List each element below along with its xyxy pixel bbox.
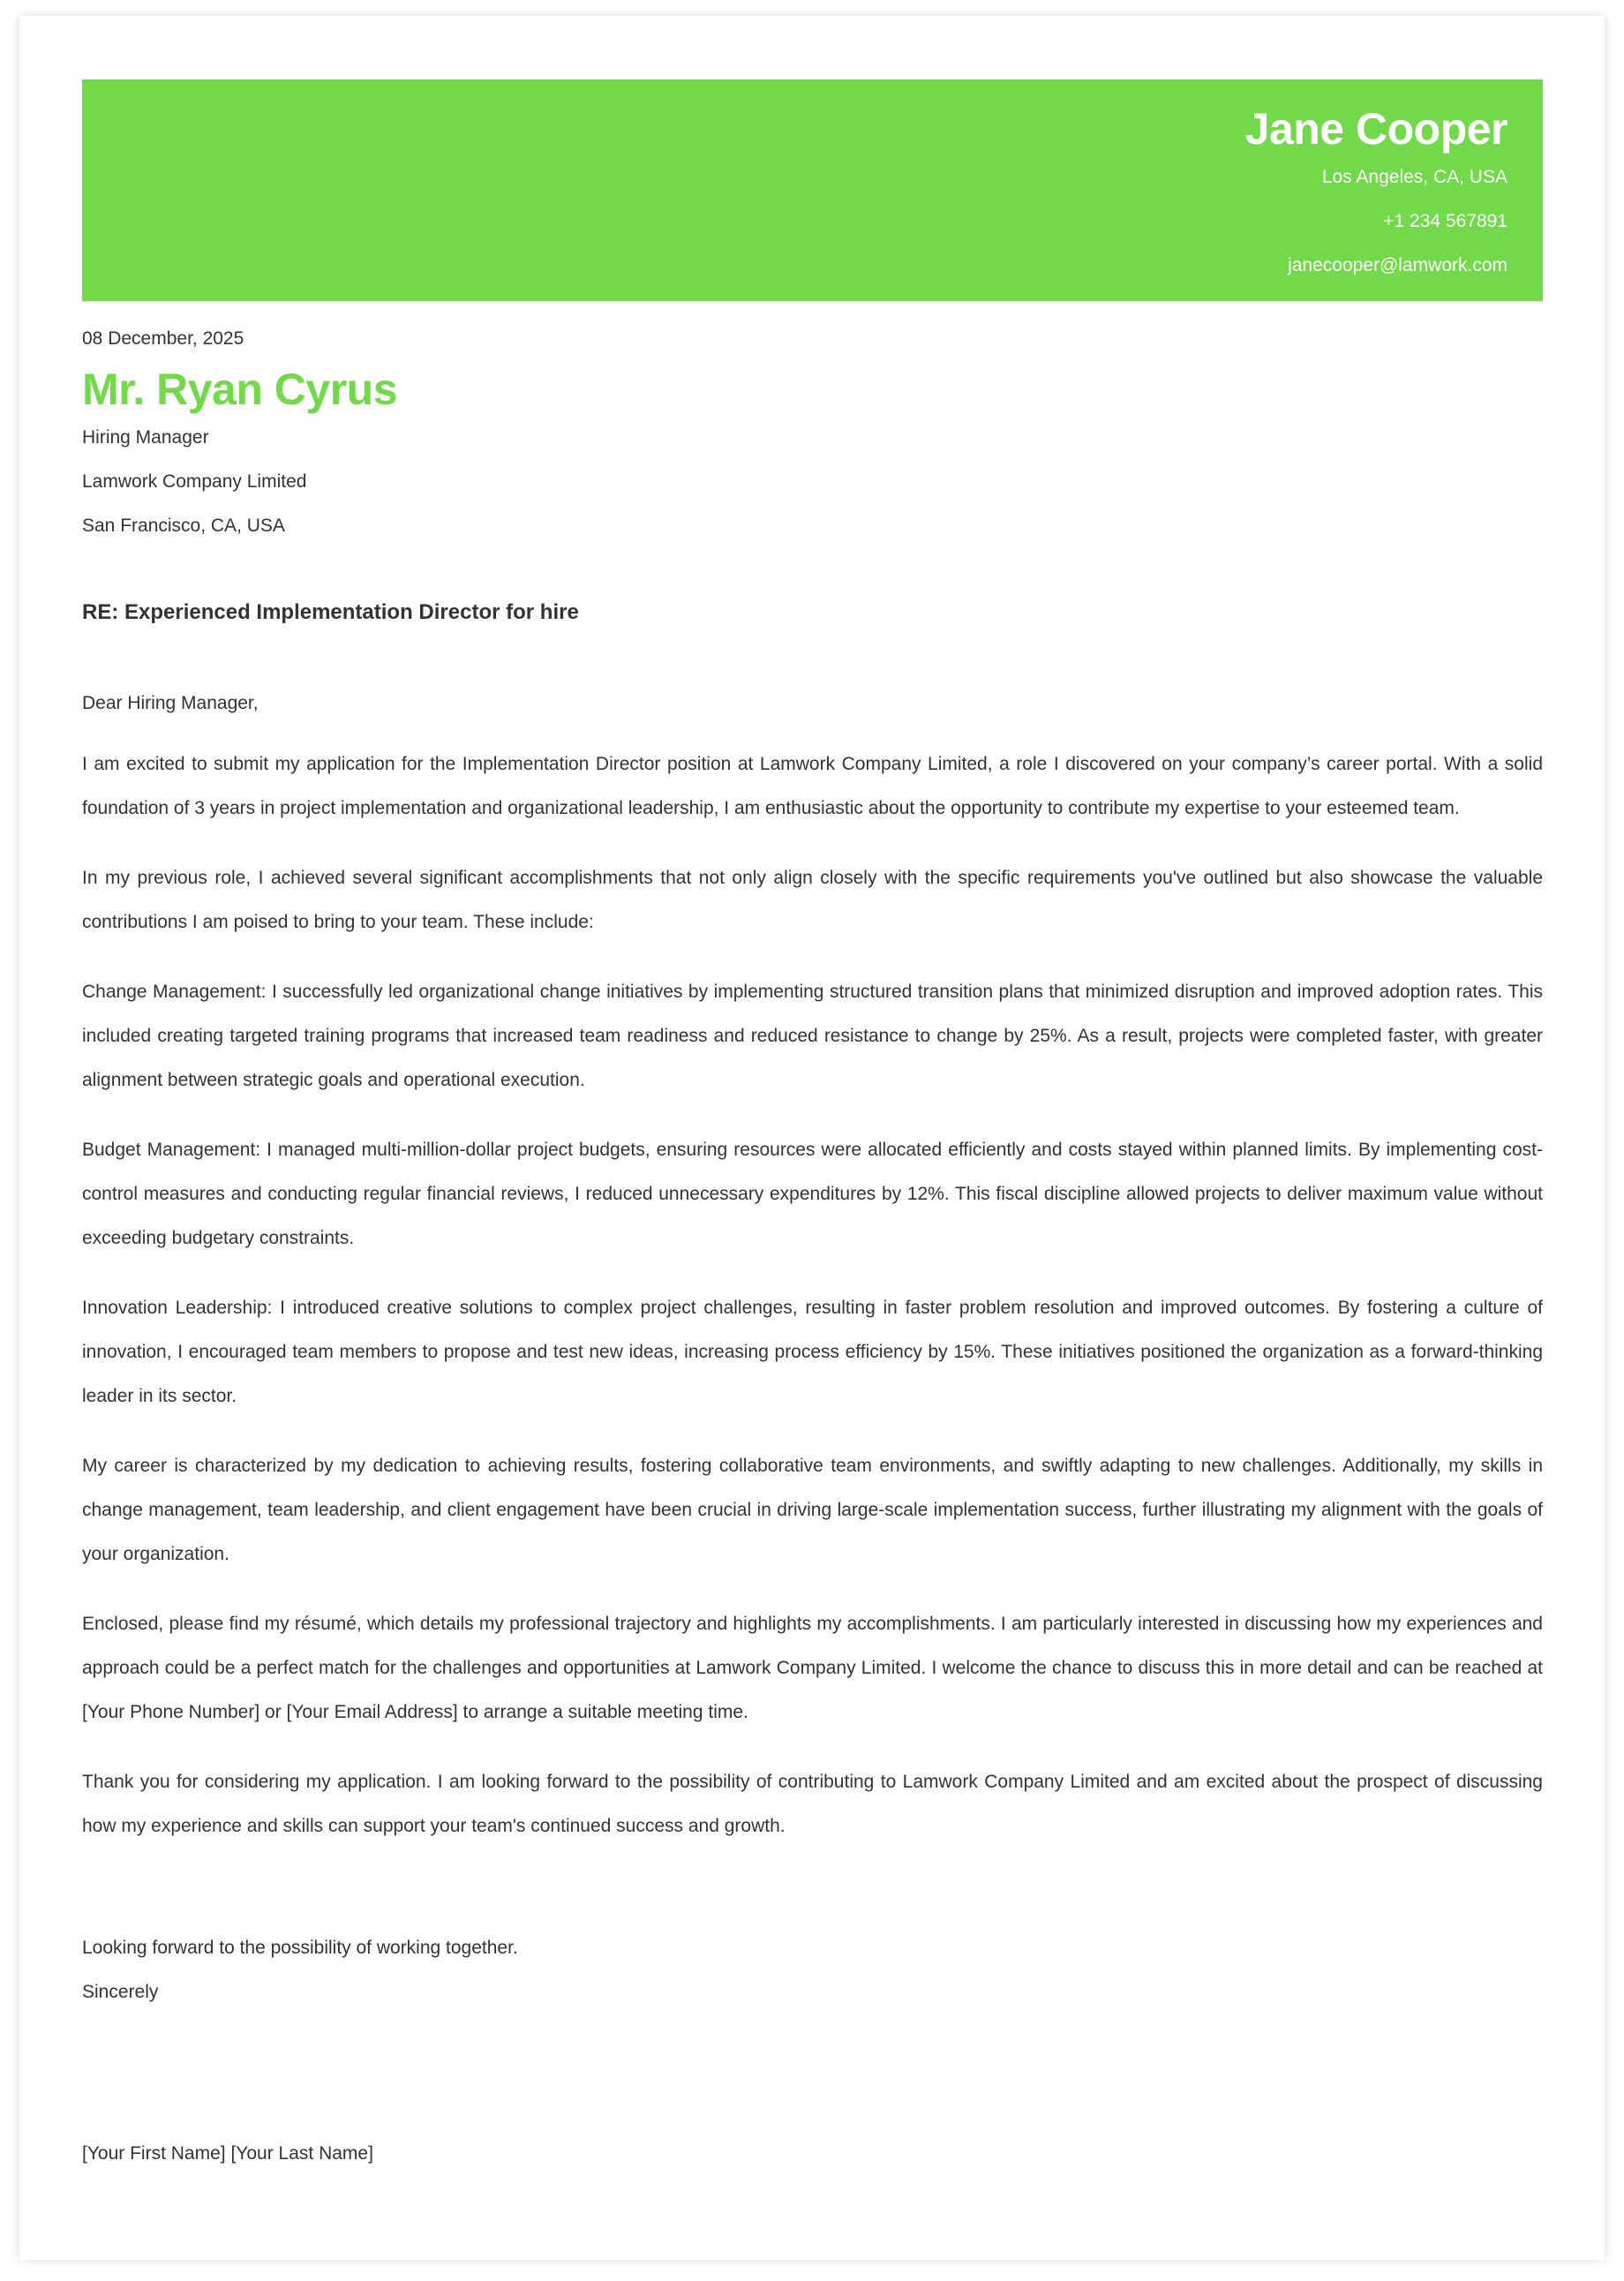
body-paragraph: Thank you for considering my application. I am looking forward to the possibility of contributing to Lamwork Company Limited and am excited about the prospect of discussing how my experience and skills can support your team's continued success and growth.: [82, 1772, 1543, 1836]
sender-phone: +1 234 567891: [1383, 211, 1507, 231]
letter-page: [19, 16, 1605, 2260]
sender-location: Los Angeles, CA, USA: [1321, 167, 1507, 187]
body-paragraph: Budget Management: I managed multi-million-dollar project budgets, ensuring resources were allocated efficiently and costs stayed within planned limits. By implementing cost-control measures and conducting regular financial reviews, I reduced unnecessary expenditures by 12%. This fiscal discipline allowed projects to deliver maximum value without exceeding budgetary constraints.: [82, 1140, 1543, 1248]
body-paragraph: Innovation Leadership: I introduced creative solutions to complex project challenges, resulting in faster problem resolution and improved outcomes. By fostering a culture of innovation, I encouraged team members to propose and test new ideas, increasing process efficiency by 15%. These initiatives positioned the organization as a forward-thinking leader in its sector.: [82, 1298, 1543, 1406]
body-paragraph: My career is characterized by my dedication to achieving results, fostering collaborative team environments, and swiftly adapting to new challenges. Additionally, my skills in change management, team leadership, and client engagement have been crucial in driving large-scale implementation success, further illustrating my alignment with the goals of your organization.: [82, 1456, 1543, 1564]
body-paragraph: I am excited to submit my application for the Implementation Director position at Lamwork Company Limited, a role I discovered on your company’s career portal. With a solid foundation of 3 years in project implementation and organizational leadership, I am enthusiastic about the opportunity to contribute my expertise to your esteemed team.: [82, 754, 1543, 818]
recipient-location: San Francisco, CA, USA: [82, 516, 285, 536]
salutation: Dear Hiring Manager,: [82, 693, 259, 713]
recipient-company: Lamwork Company Limited: [82, 471, 307, 492]
body-paragraph: In my previous role, I achieved several significant accomplishments that not only align closely with the specific requirements you've outlined but also showcase the valuable contributions I am poised to bring to your team. These include:: [82, 868, 1543, 932]
recipient-name: Mr. Ryan Cyrus: [82, 365, 398, 414]
letter-content: [82, 79, 1543, 2167]
closing-block: [82, 1926, 1543, 2014]
closing-line: Looking forward to the possibility of working together.: [82, 1938, 518, 1958]
body-paragraph: Enclosed, please find my résumé, which details my professional trajectory and highlights my accomplishments. I am particularly interested in discussing how my experiences and approach could be a perfect match for the challenges and opportunities at Lamwork Company Limited. I welcome the chance to discuss this in more detail and can be reached at [Your Phone Number] or [Your Email Address] to arrange a suitable meeting time.: [82, 1614, 1543, 1722]
letter-date: 08 December, 2025: [82, 328, 244, 349]
sender-email: janecooper@lamwork.com: [1288, 255, 1507, 275]
letter-header: [82, 79, 1543, 301]
closing-signoff: Sincerely: [82, 1982, 159, 2002]
body-paragraph: Change Management: I successfully led organizational change initiatives by implementing structured transition plans that minimized disruption and improved adoption rates. This included creating targeted training programs that increased team readiness and reduced resistance to change by 25%. As a result, projects were completed faster, with greater alignment between strategic goals and operational execution.: [82, 982, 1543, 1090]
recipient-title: Hiring Manager: [82, 427, 209, 448]
signature-name: [Your First Name] [Your Last Name]: [82, 2143, 373, 2164]
letter-subject: RE: Experienced Implementation Director for hire: [82, 600, 579, 624]
sender-name: Jane Cooper: [1244, 104, 1507, 154]
